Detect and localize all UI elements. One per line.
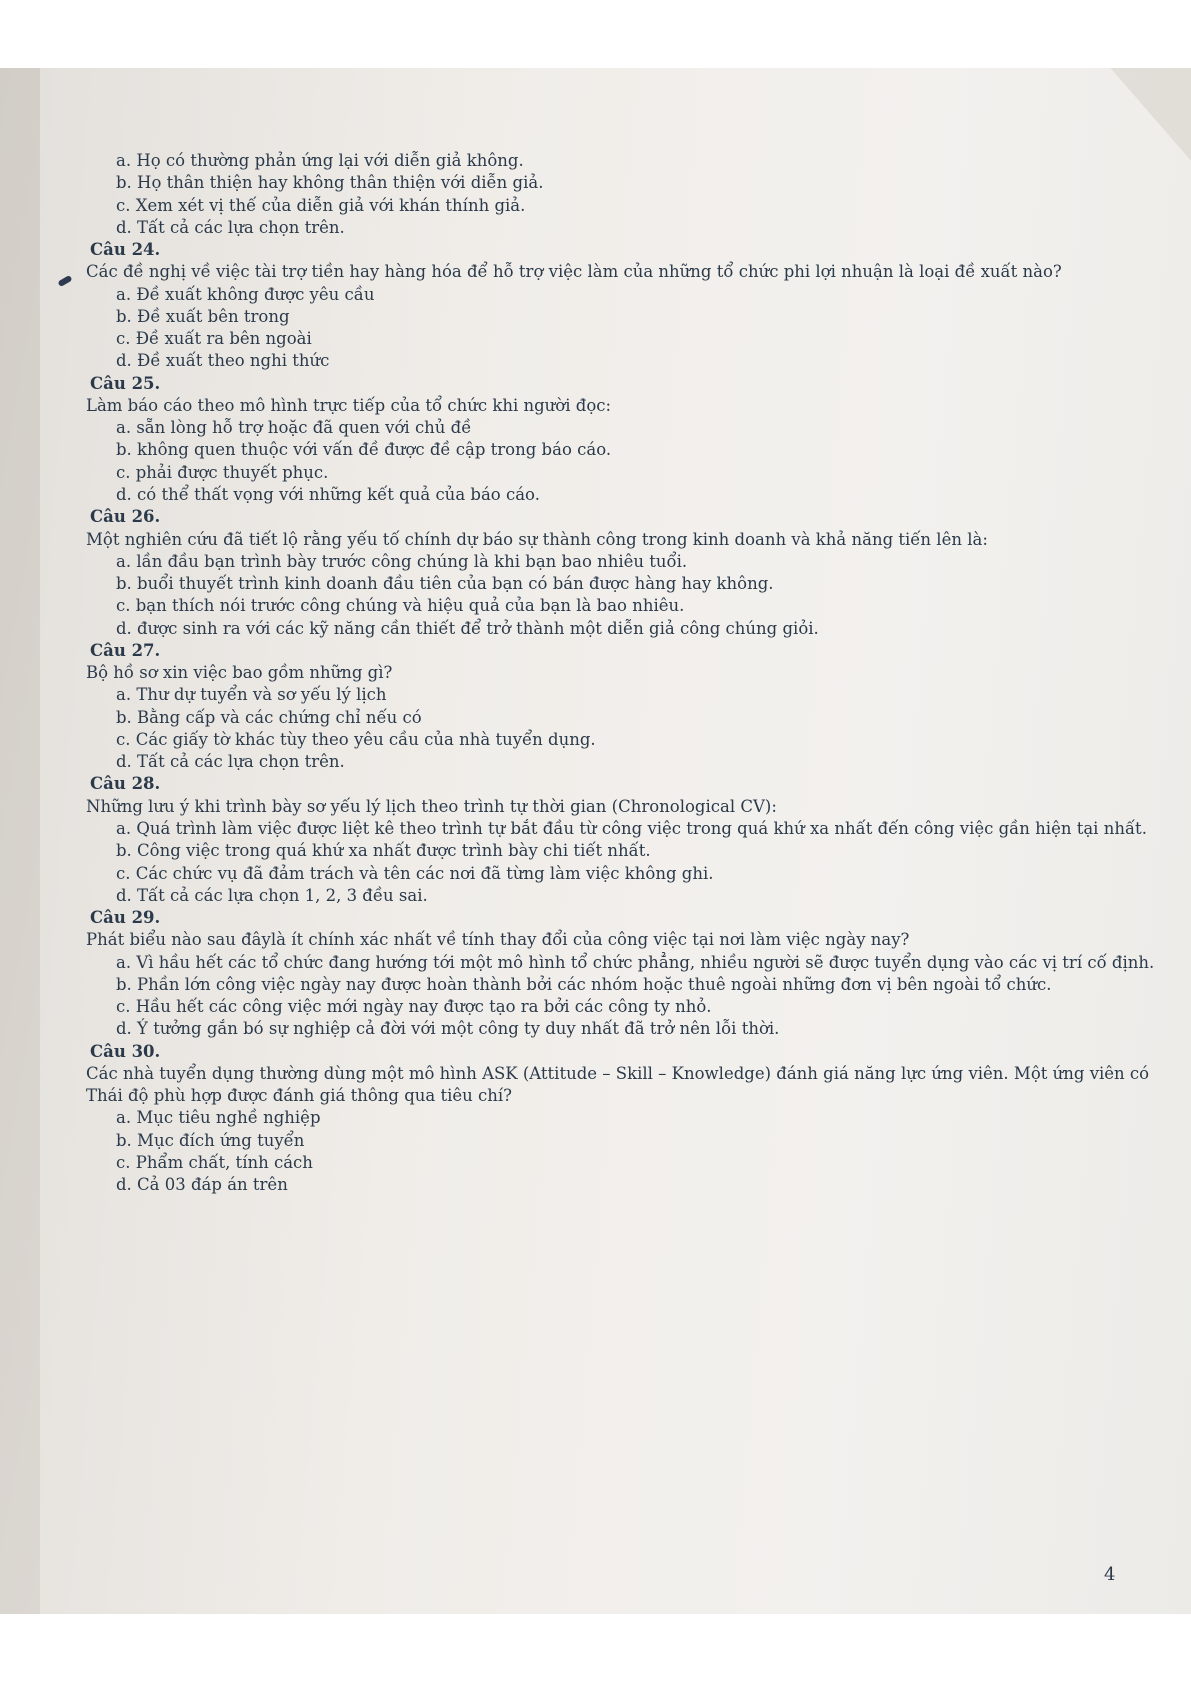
option: c. bạn thích nói trước công chúng và hiệu quả của bạn là bao nhiêu. (116, 596, 685, 616)
question-text: Phát biểu nào sau đâylà ít chính xác nhất về tính thay đổi của công việc tại nơi làm việc ngày nay? (86, 930, 910, 950)
question-number: Câu 24. (90, 240, 161, 260)
option: d. Tất cả các lựa chọn 1, 2, 3 đều sai. (116, 885, 428, 905)
page-number: 4 (1104, 1564, 1116, 1585)
question-27 (60, 640, 1170, 774)
option: a. Vì hầu hết các tổ chức đang hướng tới một mô hình tổ chức phẳng, nhiều người sẽ được tuyển dụng vào các vị trí cố định. (116, 952, 1155, 972)
option: c. phải được thuyết phục. (116, 462, 329, 482)
question-text: Làm báo cáo theo mô hình trực tiếp của tổ chức khi người đọc: (86, 395, 612, 415)
option: c. Phẩm chất, tính cách (116, 1152, 313, 1172)
question-number: Câu 28. (90, 774, 161, 794)
exam-content (60, 150, 1170, 1196)
option: c. Các chức vụ đã đảm trách và tên các nơi đã từng làm việc không ghi. (116, 863, 714, 883)
question-30 (60, 1041, 1170, 1197)
option: b. Công việc trong quá khứ xa nhất được trình bày chi tiết nhất. (116, 841, 651, 861)
question-25 (60, 373, 1170, 507)
question-text: Những lưu ý khi trình bày sơ yếu lý lịch theo trình tự thời gian (Chronological CV): (86, 796, 777, 816)
option: d. được sinh ra với các kỹ năng cần thiết để trở thành một diễn giả công chúng giỏi. (116, 618, 819, 638)
question-26 (60, 506, 1170, 640)
question-number: Câu 30. (90, 1041, 161, 1061)
option: a. Đề xuất không được yêu cầu (116, 284, 375, 304)
option: b. Đề xuất bên trong (116, 306, 290, 326)
question-number: Câu 25. (90, 373, 161, 393)
option: c. Đề xuất ra bên ngoài (116, 329, 312, 349)
option: d. Ý tưởng gắn bó sự nghiệp cả đời với một công ty duy nhất đã trở nên lỗi thời. (116, 1019, 780, 1039)
option: d. có thể thất vọng với những kết quả của báo cáo. (116, 484, 540, 504)
option: b. không quen thuộc với vấn đề được đề cập trong báo cáo. (116, 440, 612, 460)
question-number: Câu 27. (90, 640, 161, 660)
option: c. Xem xét vị thế của diễn giả với khán thính giả. (116, 195, 526, 215)
question-text: Bộ hồ sơ xin việc bao gồm những gì? (86, 663, 393, 683)
option: d. Cả 03 đáp án trên (116, 1175, 288, 1195)
previous-question-options (60, 150, 1170, 239)
question-text: Các nhà tuyển dụng thường dùng một mô hình ASK (Attitude – Skill – Knowledge) đánh giá năng lực ứng viên. Một ứng viên có Thái độ phù hợp được đánh giá thông qua tiêu chí? (86, 1063, 1150, 1106)
option: b. Mục đích ứng tuyển (116, 1130, 305, 1150)
question-text: Các đề nghị về việc tài trợ tiền hay hàng hóa để hỗ trợ việc làm của những tổ chức phi lợi nhuận là loại đề xuất nào? (86, 262, 1062, 282)
option: a. Thư dự tuyển và sơ yếu lý lịch (116, 685, 387, 705)
option: c. Các giấy tờ khác tùy theo yêu cầu của nhà tuyển dụng. (116, 729, 596, 749)
option: d. Đề xuất theo nghi thức (116, 351, 330, 371)
option: a. sẵn lòng hỗ trợ hoặc đã quen với chủ đề (116, 418, 472, 438)
question-24 (60, 239, 1170, 373)
question-text: Một nghiên cứu đã tiết lộ rằng yếu tố chính dự báo sự thành công trong kinh doanh và khả năng tiến lên là: (86, 529, 988, 549)
option: a. Mục tiêu nghề nghiệp (116, 1108, 321, 1128)
option: d. Tất cả các lựa chọn trên. (116, 217, 345, 237)
question-number: Câu 26. (90, 507, 161, 527)
option: a. lần đầu bạn trình bày trước công chúng là khi bạn bao nhiêu tuổi. (116, 551, 688, 571)
option: b. Bằng cấp và các chứng chỉ nếu có (116, 707, 422, 727)
option: d. Tất cả các lựa chọn trên. (116, 752, 345, 772)
option: a. Họ có thường phản ứng lại với diễn giả không. (116, 151, 524, 170)
option: c. Hầu hết các công việc mới ngày nay được tạo ra bởi các công ty nhỏ. (116, 997, 712, 1017)
question-29 (60, 907, 1170, 1041)
question-number: Câu 29. (90, 908, 161, 928)
option: b. Họ thân thiện hay không thân thiện với diễn giả. (116, 173, 544, 193)
option: b. buổi thuyết trình kinh doanh đầu tiên của bạn có bán được hàng hay không. (116, 574, 774, 594)
option: a. Quá trình làm việc được liệt kê theo trình tự bắt đầu từ công việc trong quá khứ xa nhất đến công việc gần hiện tại nhất. (116, 818, 1147, 838)
question-28 (60, 773, 1170, 907)
option: b. Phần lớn công việc ngày nay được hoàn thành bởi các nhóm hoặc thuê ngoài những đơn vị bên ngoài tổ chức. (116, 974, 1052, 994)
